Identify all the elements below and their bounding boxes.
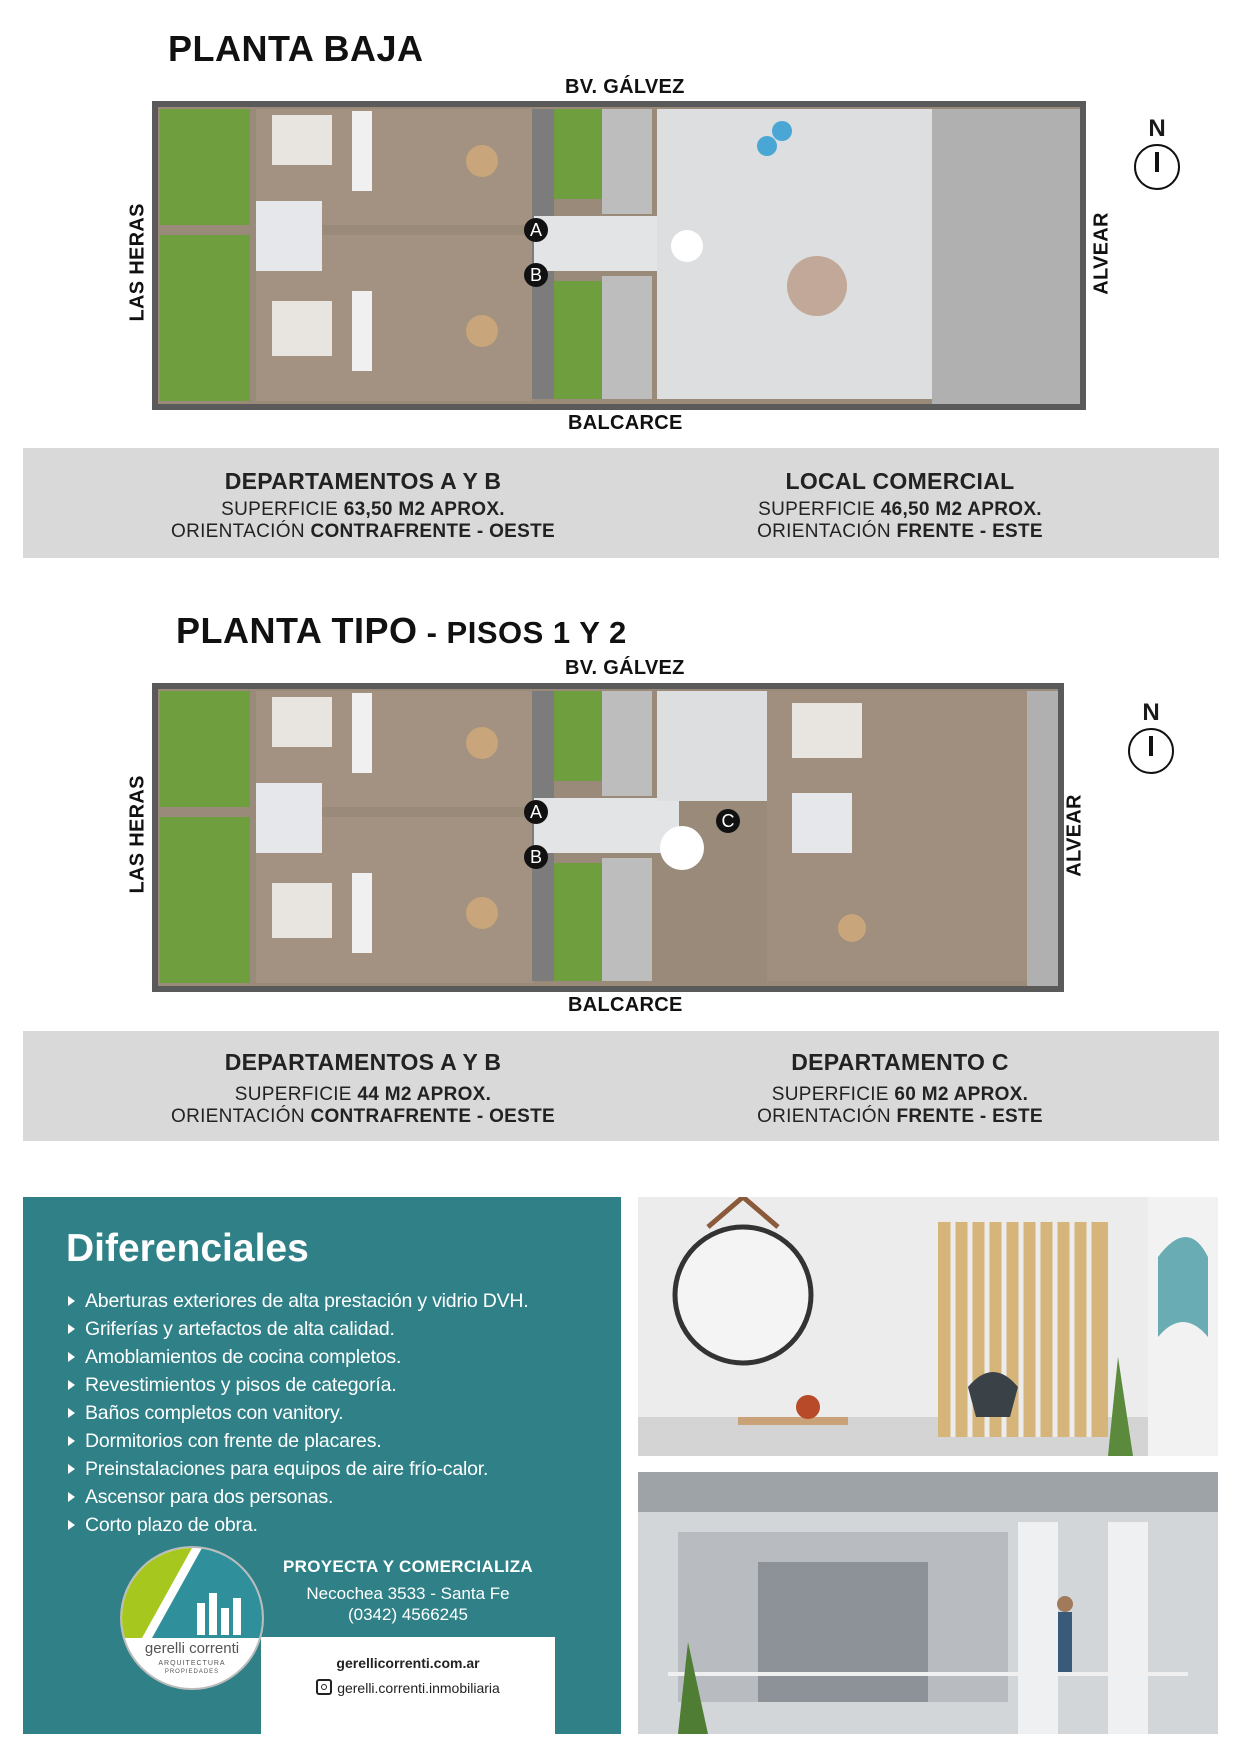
unit-marker-b: B xyxy=(524,845,548,869)
unit-orientacion: ORIENTACIÓN CONTRAFRENTE - OESTE xyxy=(171,521,555,542)
list-item: Aberturas exteriores de alta prestación y vidrio DVH. xyxy=(66,1287,529,1315)
unit-title: DEPARTAMENTOS A Y B xyxy=(224,1049,502,1075)
unit-orientacion: ORIENTACIÓN CONTRAFRENTE - OESTE xyxy=(171,1106,555,1127)
street-top-label: BV. GÁLVEZ xyxy=(565,76,685,98)
exterior-render-drawing xyxy=(638,1472,1218,1734)
instagram-icon xyxy=(316,1679,332,1695)
logo-mark-icon xyxy=(122,1548,262,1688)
north-compass xyxy=(1126,700,1176,774)
interior-render-drawing xyxy=(638,1197,1218,1456)
diferenciales-list xyxy=(66,1287,529,1539)
planta-tipo-info-band xyxy=(23,1031,1219,1141)
list-item: Ascensor para dos personas. xyxy=(66,1483,529,1511)
floor-plan-ground-drawing xyxy=(152,101,1086,410)
list-item: Dormitorios con frente de placares. xyxy=(66,1427,529,1455)
list-item: Revestimientos y pisos de categoría. xyxy=(66,1371,529,1399)
street-left-label: LAS HERAS xyxy=(126,203,149,322)
list-item: Corto plazo de obra. xyxy=(66,1511,529,1539)
contact-heading: PROYECTA Y COMERCIALIZA xyxy=(283,1557,533,1576)
unit-marker-a: A xyxy=(524,218,548,242)
unit-title: DEPARTAMENTO C xyxy=(791,1049,1009,1075)
list-item: Amoblamientos de cocina completos. xyxy=(66,1343,529,1371)
floor-plan-ground xyxy=(152,101,1086,410)
street-right-label: ALVEAR xyxy=(1063,794,1086,877)
interior-render-photo xyxy=(638,1197,1218,1456)
diferenciales-title: Diferenciales xyxy=(66,1227,309,1270)
street-bottom-label: BALCARCE xyxy=(568,994,683,1016)
street-bottom-label: BALCARCE xyxy=(568,412,683,434)
north-label: N xyxy=(1148,115,1166,142)
unit-superficie: SUPERFICIE 46,50 M2 APROX. xyxy=(758,499,1042,520)
logo-line1: ARQUITECTURA xyxy=(158,1660,226,1667)
unit-marker-b: B xyxy=(524,263,548,287)
unit-superficie: SUPERFICIE 63,50 M2 APROX. xyxy=(221,499,505,520)
street-right-label: ALVEAR xyxy=(1090,212,1113,295)
logo-name: gerelli correnti xyxy=(144,1640,240,1657)
floor-plan-typical-drawing xyxy=(152,683,1064,992)
contact-block xyxy=(261,1557,555,1625)
contact-phone: (0342) 4566245 xyxy=(347,1605,469,1624)
unit-info-local xyxy=(620,468,1180,543)
unit-info-deptos-ab xyxy=(83,1049,643,1128)
list-item: Baños completos con vanitory. xyxy=(66,1399,529,1427)
company-logo xyxy=(120,1546,264,1690)
unit-info-deptos-ab xyxy=(83,468,643,543)
list-item: Preinstalaciones para equipos de aire frío-calor. xyxy=(66,1455,529,1483)
unit-title: DEPARTAMENTOS A Y B xyxy=(224,468,502,494)
floor-plan-typical xyxy=(152,683,1064,992)
website-link[interactable]: gerellicorrenti.com.ar xyxy=(336,1655,480,1671)
logo-line2: PROPIEDADES xyxy=(164,1669,220,1675)
street-top-label: BV. GÁLVEZ xyxy=(565,657,685,679)
unit-orientacion: ORIENTACIÓN FRENTE - ESTE xyxy=(757,521,1043,542)
planta-baja-info-band xyxy=(23,448,1219,558)
compass-icon xyxy=(1128,728,1174,774)
list-item: Griferías y artefactos de alta calidad. xyxy=(66,1315,529,1343)
unit-info-depto-c xyxy=(620,1049,1180,1128)
instagram-link[interactable]: gerelli.correnti.inmobiliaria xyxy=(261,1679,555,1696)
planta-baja-title: PLANTA BAJA xyxy=(168,28,424,69)
contact-address: Necochea 3533 - Santa Fe xyxy=(306,1584,510,1603)
compass-icon xyxy=(1134,144,1180,190)
exterior-render-photo xyxy=(638,1472,1218,1734)
unit-superficie: SUPERFICIE 60 M2 APROX. xyxy=(771,1084,1029,1105)
unit-orientacion: ORIENTACIÓN FRENTE - ESTE xyxy=(757,1106,1043,1127)
planta-tipo-title: PLANTA TIPO - PISOS 1 Y 2 xyxy=(176,610,627,651)
unit-marker-a: A xyxy=(524,800,548,824)
unit-superficie: SUPERFICIE 44 M2 APROX. xyxy=(234,1084,492,1105)
unit-marker-c: C xyxy=(716,809,740,833)
street-left-label: LAS HERAS xyxy=(126,775,149,894)
diferenciales-panel xyxy=(23,1197,621,1734)
unit-title: LOCAL COMERCIAL xyxy=(785,468,1015,494)
north-compass xyxy=(1132,116,1182,190)
north-label: N xyxy=(1142,699,1160,726)
contact-links-box xyxy=(261,1637,555,1734)
